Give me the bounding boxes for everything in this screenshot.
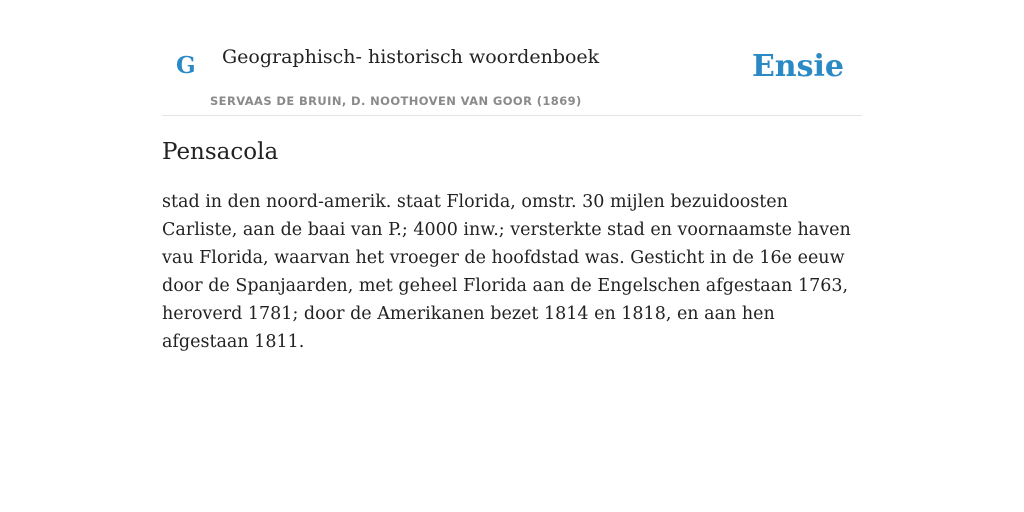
dictionary-title-link[interactable]: Geographisch- historisch woordenboek: [222, 46, 600, 68]
content-container: [162, 40, 862, 356]
ensie-logo-link[interactable]: Ensie: [751, 49, 844, 84]
dictionary-authors: SERVAAS DE BRUIN, D. NOOTHOVEN VAN GOOR (1869): [210, 94, 582, 108]
entry-title: Pensacola: [162, 139, 279, 165]
dictionary-letter-icon[interactable]: G: [176, 52, 196, 79]
dictionary-header: [162, 40, 862, 116]
entry-definition: stad in den noord-amerik. staat Florida, omstr. 30 mijlen bezuidoosten Carliste, aan de baai van P.; 4000 inw.; versterkte stad en voornaamste haven vau Florida, waarvan het vroeger de hoofdstad was. Gesticht in de 16e eeuw door de Spanjaarden, met geheel Florida aan de Engelschen afgestaan 1763, heroverd 1781; door de Amerikanen bezet 1814 en 1818, en aan hen afgestaan 1811.: [162, 191, 851, 352]
